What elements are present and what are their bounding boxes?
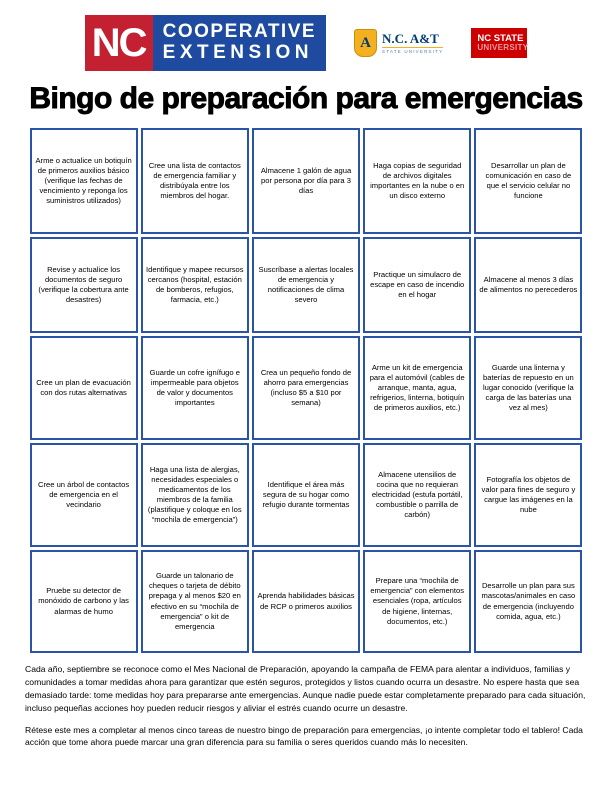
bingo-cell: Almacene 1 galón de agua por persona por día para 3 días xyxy=(252,128,360,234)
ncstate-subtitle-label: UNIVERSITY xyxy=(477,42,529,52)
bingo-cell: Guarde un talonario de cheques o tarjeta de débito prepaga y al menos $20 en efectivo en su “mochila de emergencia” o kit de emergencia xyxy=(141,550,249,653)
cooperative-label: COOPERATIVE xyxy=(162,21,317,43)
extension-logo-box xyxy=(153,15,326,71)
ncat-subtitle-label: STATE UNIVERSITY xyxy=(382,49,444,55)
page-title: Bingo de preparación para emergencias xyxy=(29,82,583,115)
bingo-cell: Pruebe su detector de monóxido de carbono y las alarmas de humo xyxy=(30,550,138,653)
bingo-cell: Arme o actualice un botiquín de primeros auxilios básico (verifique las fechas de vencimiento y reponga los suministros utilizados) xyxy=(30,128,138,234)
bingo-cell: Fotografía los objetos de valor para fines de seguro y cargue las imágenes en la nube xyxy=(474,443,582,547)
ncat-name-label: N.C. A&T xyxy=(382,30,439,46)
bingo-cell: Suscríbase a alertas locales de emergencia y notificaciones de clima severo xyxy=(252,237,360,333)
extension-label: EXTENSION xyxy=(162,42,313,63)
ncat-university-logo xyxy=(354,29,443,57)
header xyxy=(0,0,612,72)
bingo-cell: Almacene utensilios de cocina que no requieran electricidad (estufa portátil, combustible o parrilla de carbón) xyxy=(363,443,471,547)
bingo-cell: Haga copias de seguridad de archivos digitales importantes en la nube o en un disco externo xyxy=(363,128,471,234)
footer-paragraph-1: Cada año, septiembre se reconoce como el Mes Nacional de Preparación, apoyando la campaña de FEMA para alentar a individuos, familias y comunidades a tomar medidas ahora para garantizar que estén seguros, protegidos y listos cuando ocurra un desastre. No espere hasta que sea demasiado tarde: tome medidas hoy para prepararse ante emergencias. Aunque nadie puede estar completamente preparado para cada situación, incluso pequeñas acciones hoy pueden reducir riesgos y aliviar el estrés cuando ocurre un desastre. xyxy=(25,664,586,713)
nc-logo-mark xyxy=(85,15,153,71)
bingo-grid xyxy=(30,128,583,653)
bingo-cell: Practique un simulacro de escape en caso de incendio en el hogar xyxy=(363,237,471,333)
bingo-cell: Cree un plan de evacuación con dos rutas alternativas xyxy=(30,336,138,440)
bingo-cell: Prepare una “mochila de emergencia” con elementos esenciales (ropa, artículos de higiene, linternas, documentos, etc.) xyxy=(363,550,471,653)
footer-paragraph-2: Rétese este mes a completar al menos cinco tareas de nuestro bingo de preparación para emergencias, ¡o intente completar todo el tablero! Cada acción que tome ahora puede marcar una gran diferencia para su familia o seres queridos cuando más lo necesiten. xyxy=(25,724,583,748)
ncat-logo-text xyxy=(382,32,443,54)
bingo-cell: Guarde una linterna y baterías de repuesto en un lugar conocido (verifique la carga de las baterías una vez al mes) xyxy=(474,336,582,440)
ncstate-name-label: NC STATE xyxy=(477,32,524,44)
bingo-cell: Identifique el área más segura de su hogar como refugio durante tormentas xyxy=(252,443,360,547)
bingo-cell: Cree un árbol de contactos de emergencia en el vecindario xyxy=(30,443,138,547)
bingo-cell: Crea un pequeño fondo de ahorro para emergencias (incluso $5 a $10 por semana) xyxy=(252,336,360,440)
ncstate-university-logo xyxy=(471,28,527,58)
bingo-cell: Desarrollar un plan de comunicación en caso de que el servicio celular no funcione xyxy=(474,128,582,234)
ncat-shield-icon: A xyxy=(354,29,377,57)
bingo-cell: Cree una lista de contactos de emergencia familiar y distribúyala entre los miembros del hogar. xyxy=(141,128,249,234)
bingo-cell: Arme un kit de emergencia para el automóvil (cables de arranque, manta, agua, refrigerios, linterna, botiquín de primeros auxilios, etc.) xyxy=(363,336,471,440)
bingo-cell: Revise y actualice los documentos de seguro (verifique la cobertura ante desastres) xyxy=(30,237,138,333)
bingo-cell: Aprenda habilidades básicas de RCP o primeros auxilios xyxy=(252,550,360,653)
bingo-cell: Identifique y mapee recursos cercanos (hospital, estación de bomberos, refugios, farmacia, etc.) xyxy=(141,237,249,333)
bingo-cell: Haga una lista de alergias, necesidades especiales o medicamentos de los miembros de la familia (plastifique y coloque en los “mochila de emergencia”) xyxy=(141,443,249,547)
bingo-cell: Guarde un cofre ignífugo e impermeable para objetos de valor y documentos importantes xyxy=(141,336,249,440)
bingo-cell: Desarrolle un plan para sus mascotas/animales en caso de emergencia (incluyendo comida, agua, etc.) xyxy=(474,550,582,653)
bingo-cell: Almacene al menos 3 días de alimentos no perecederos xyxy=(474,237,582,333)
nc-logo-text: NC xyxy=(91,20,146,65)
nc-cooperative-extension-logo xyxy=(85,15,326,71)
